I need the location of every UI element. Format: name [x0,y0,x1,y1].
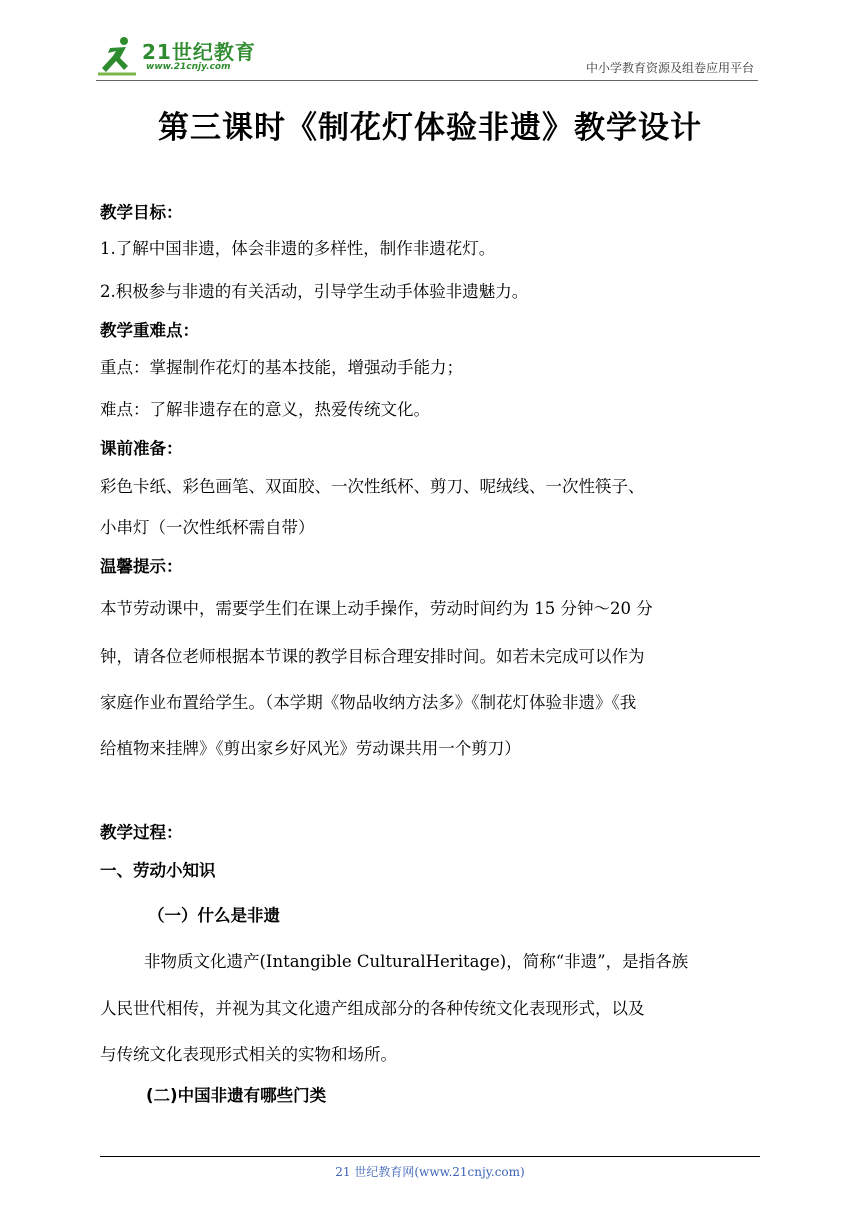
tips-line-1: 本节劳动课中，需要学生们在课上动手操作，劳动时间约为 15 分钟～20 分 [100,599,653,618]
tips-heading: 温馨提示： [100,557,183,576]
runner-logo-icon [96,34,140,78]
preparation-line-2: 小串灯（一次性纸杯需自带） [100,518,315,537]
key-point: 重点：掌握制作花灯的基本技能，增强动手能力； [100,358,463,377]
goals-heading: 教学目标： [100,203,183,222]
tips-line-4: 给植物来挂牌》《剪出家乡好风光》劳动课共用一个剪刀） [100,739,521,758]
difficult-point: 难点：了解非遗存在的意义，热爱传统文化。 [100,400,430,419]
footer-link[interactable]: 21 世纪教育网(www.21cnjy.com) [335,1165,525,1179]
goal-item-1: 1.了解中国非遗，体会非遗的多样性，制作非遗花灯。 [100,239,496,258]
paragraph-line-3: 与传统文化表现形式相关的实物和场所。 [100,1045,397,1064]
tips-line-3: 家庭作业布置给学生。（本学期《物品收纳方法多》《制花灯体验非遗》《我 [100,693,637,712]
subsection-heading-2: (二)中国非遗有哪些门类 [146,1086,327,1105]
footer-divider [100,1156,760,1157]
preparation-heading: 课前准备： [100,439,183,458]
paragraph-line-2: 人民世代相传，并视为其文化遗产组成部分的各种传统文化表现形式，以及 [100,999,645,1018]
paragraph-line-1: 非物质文化遗产(Intangible CulturalHeritage)，简称“非遗”，是指各族 [144,952,689,971]
logo-url: www.21cnjy.com [146,62,231,72]
subsection-heading-1: （一）什么是非遗 [148,906,280,925]
section-heading-1: 一、劳动小知识 [100,861,216,880]
platform-label: 中小学教育资源及组卷应用平台 [585,61,754,75]
site-logo[interactable] [96,34,276,78]
page-header [96,30,758,81]
process-heading: 教学过程： [100,823,183,842]
key-points-heading: 教学重难点： [100,321,199,340]
tips-line-2: 钟，请各位老师根据本节课的教学目标合理安排时间。如若未完成可以作为 [100,647,645,666]
logo-text: 21世纪教育 [142,40,256,64]
document-title: 第三课时《制花灯体验非遗》教学设计 [158,110,702,146]
goal-item-2: 2.积极参与非遗的有关活动，引导学生动手体验非遗魅力。 [100,282,529,301]
preparation-line-1: 彩色卡纸、彩色画笔、双面胶、一次性纸杯、剪刀、呢绒线、一次性筷子、 [100,477,645,496]
